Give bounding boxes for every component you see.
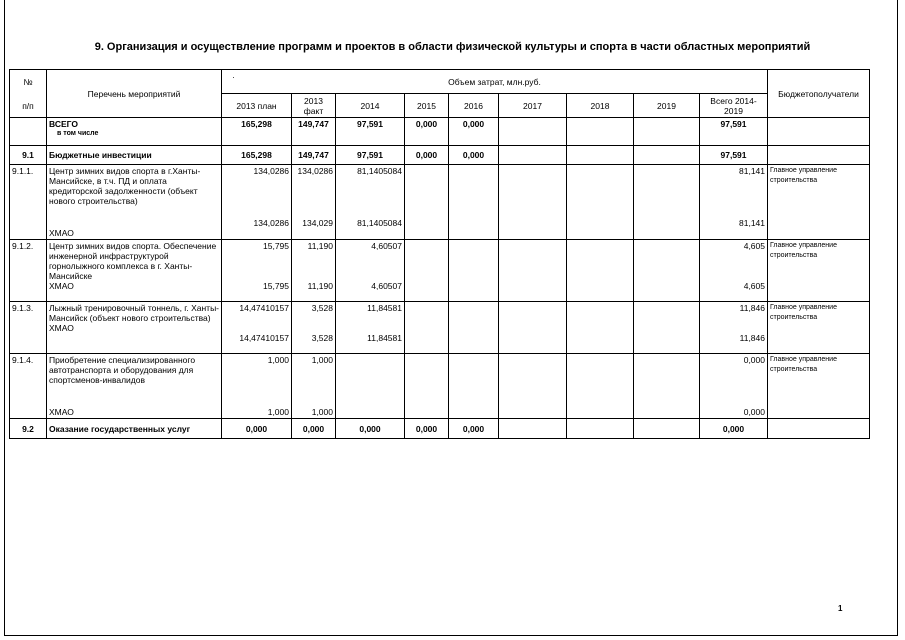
row-sub-label: ХМАО [49,281,74,291]
row-value: 1,000 [267,355,289,365]
total-sublabel: в том числе [57,130,99,137]
budget-table [9,69,870,439]
header-dot: · [232,72,235,82]
row-sub-value: 15,795 [263,281,289,291]
item-row-9-1-3 [10,302,870,354]
total-value: 149,747 [292,118,336,146]
total-value [499,118,567,146]
header-year: 2019 [634,94,700,118]
row-value: 97,591 [700,146,768,165]
header-num-pp: п/п [22,100,34,111]
row-label: Приобретение специализированного автотранспорта и оборудования для спортсменов-инвалидов [49,355,196,385]
row-value: 149,747 [292,146,336,165]
row-value: 1,000 [311,355,333,365]
row-sub-value: 4,60507 [371,281,402,291]
row-sub-value: 1,000 [267,407,289,417]
row-value: 11,84581 [367,303,402,313]
header-year: 2016 [449,94,499,118]
header-year: 2013 план [222,94,292,118]
row-sub-value: 81,1405084 [357,218,402,228]
row-label: Центр зимних видов спорта в г.Ханты-Мансийске, в т.ч. ПД и оплата кредиторской задолженности (объект нового строительства) [49,166,201,206]
row-sub-value: 14,47410157 [239,333,289,343]
total-value: 0,000 [449,118,499,146]
row-num: 9.2 [10,419,47,439]
total-value [634,118,700,146]
page-title: 9. Организация и осуществление программ и проектов в области физической культуры и спорта в части областных мероприятий [94,41,811,53]
header-row-1 [10,70,870,94]
row-value: 0,000 [449,146,499,165]
total-label-cell [47,118,222,146]
row-sub-label: ХМАО [49,228,74,238]
header-cost [222,70,768,94]
row-sub-value: 0,000 [743,407,765,417]
row-value [634,419,700,439]
row-sub-value: 81,141 [739,218,765,228]
row-value: 3,528 [311,303,333,313]
row-value: 0,000 [292,419,336,439]
total-value [567,118,634,146]
row-value: 11,190 [307,241,333,251]
header-list: Перечень мероприятий [47,70,222,118]
row-recipient: Главное управление строительства [768,165,870,240]
row-value: 4,60507 [371,241,402,251]
row-label: Лыжный тренировочный тоннель, г. Ханты-Мансийск (объект нового строительства) [49,303,220,323]
total-value: 165,298 [222,118,292,146]
row-label: Оказание государственных услуг [47,419,222,439]
row-num: 9.1.2. [10,240,47,302]
row-sub-value: 134,0286 [253,218,289,228]
section-row-9-1 [10,146,870,165]
header-year: 2014 [336,94,405,118]
header-recipients: Бюджетополучатели [768,70,870,118]
row-label-cell [47,354,222,419]
row-value [499,419,567,439]
row-sub-value: 4,605 [743,281,765,291]
row-value: 0,000 [336,419,405,439]
row-value: 0,000 [743,355,765,365]
row-value: 97,591 [336,146,405,165]
row-recipient: Главное управление строительства [768,302,870,354]
header-num: № [23,76,33,87]
row-num: 9.1 [10,146,47,165]
header-year: 2017 [499,94,567,118]
row-value [567,419,634,439]
row-sub-label: ХМАО [49,323,74,333]
row-value: 134,0286 [297,166,333,176]
row-value: 165,298 [222,146,292,165]
row-value: 4,605 [743,241,765,251]
header-year: 2013 факт [292,94,336,118]
total-label: ВСЕГО [49,119,78,129]
header-num-cell [10,70,47,118]
total-value: 0,000 [405,118,449,146]
row-sub-label: ХМАО [49,407,74,417]
row-value: 81,141 [739,166,765,176]
row-recipient: Главное управление строительства [768,240,870,302]
row-value: 11,846 [739,303,765,313]
row-sub-value: 11,84581 [367,333,402,343]
row-value: 81,1405084 [357,166,402,176]
row-value: 15,795 [263,241,289,251]
section-row-9-2 [10,419,870,439]
header-cost-label: Объем затрат, млн.руб. [448,76,541,87]
row-value [634,146,700,165]
row-num: 9.1.4. [10,354,47,419]
row-value: 0,000 [700,419,768,439]
total-row [10,118,870,146]
row-sub-value: 3,528 [311,333,333,343]
row-label: Центр зимних видов спорта. Обеспечение инженерной инфраструктурой горнолыжного комплекса в г. Ханты-Мансийске [49,241,217,281]
row-value: 134,0286 [253,166,289,176]
total-value: 97,591 [700,118,768,146]
row-label-cell [47,302,222,354]
row-recipient: Главное управление строительства [768,354,870,419]
row-num: 9.1.3. [10,302,47,354]
row-sub-value: 1,000 [311,407,333,417]
row-label: Бюджетные инвестиции [47,146,222,165]
row-label-cell [47,165,222,240]
row-sub-value: 134,029 [302,218,333,228]
page-number: 1 [838,604,843,613]
row-value [567,146,634,165]
header-year: Всего 2014-2019 [700,94,768,118]
row-value: 0,000 [449,419,499,439]
total-value: 97,591 [336,118,405,146]
row-value: 14,47410157 [239,303,289,313]
item-row-9-1-2 [10,240,870,302]
header-year: 2018 [567,94,634,118]
row-label-cell [47,240,222,302]
row-value: 0,000 [405,146,449,165]
row-value: 0,000 [405,419,449,439]
item-row-9-1-1 [10,165,870,240]
row-sub-value: 11,190 [307,281,333,291]
row-value [499,146,567,165]
item-row-9-1-4 [10,354,870,419]
header-year: 2015 [405,94,449,118]
row-sub-value: 11,846 [739,333,765,343]
row-num: 9.1.1. [10,165,47,240]
row-value: 0,000 [222,419,292,439]
